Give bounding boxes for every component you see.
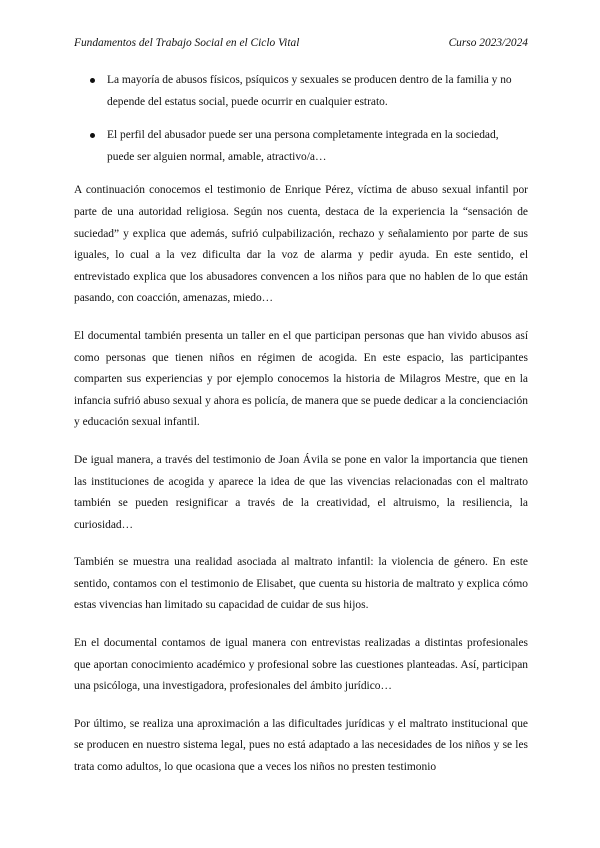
bullet-dot-icon [90, 78, 95, 83]
bullet-text: La mayoría de abusos físicos, psíquicos y sexuales se producen dentro de la familia y no depende del estatus social, puede ocurrir en cualquier estrato. [107, 74, 512, 108]
paragraph-taller: El documental también presenta un taller en el que participan personas que han vivido abusos así como personas que tienen niños en régimen de acogida. En este espacio, las participantes comparten sus experiencias y por ejemplo conocemos la historia de Milagros Mestre, que en la infancia sufrió abuso sexual y ahora es policía, de manera que se puede dedicar a la concienciación y educación sexual infantil. [74, 329, 528, 429]
bullet-list [74, 70, 528, 168]
bullet-item [74, 70, 528, 113]
paragraph-violencia-genero: También se muestra una realidad asociada al maltrato infantil: la violencia de género. En este sentido, contamos con el testimonio de Elisabet, que cuenta su historia de maltrato y explica cómo estas vivencias han limitado su capacidad de cuidar de sus hijos. [74, 556, 528, 612]
header-course-year: Curso 2023/2024 [448, 37, 528, 49]
bullet-text: El perfil del abusador puede ser una persona completamente integrada en la sociedad, puede ser alguien normal, amable, atractivo/a… [107, 129, 499, 163]
paragraph-enrique-perez: A continuación conocemos el testimonio de Enrique Pérez, víctima de abuso sexual infantil por parte de una autoridad religiosa. Según nos cuenta, destaca de la experiencia la “sensación de suciedad” y explica que además, sufrió culpabilización, rechazo y señalamiento por parte de sus iguales, lo cual a la vez dificulta dar la voz de alarma y pedir ayuda. En este sentido, el entrevistado explica que los abusadores convencen a los niños para que no hablen de lo que están pasando, con coacción, amenazas, miedo… [74, 184, 528, 305]
document-body [74, 70, 528, 795]
header-course-title: Fundamentos del Trabajo Social en el Ciclo Vital [74, 37, 300, 49]
paragraph-dificultades-juridicas: Por último, se realiza una aproximación a las dificultades jurídicas y el maltrato institucional que se producen en nuestro sistema legal, pues no está adaptado a las necesidades de los niños y se les trata como adultos, lo que ocasiona que a veces los niños no presten testimonio [74, 717, 528, 774]
bullet-item [74, 125, 528, 168]
paragraph-joan-avila: De igual manera, a través del testimonio de Joan Ávila se pone en valor la importancia que tienen las instituciones de acogida y aparece la idea de que las vivencias relacionadas con el maltrato también se pueden resignificar a través de la creatividad, el altruismo, la resiliencia, la curiosidad… [74, 453, 528, 531]
paragraph-profesionales: En el documental contamos de igual manera con entrevistas realizadas a distintas profesionales que aportan conocimiento académico y profesional sobre las cuestiones planteadas. Así, participan una psicóloga, una investigadora, profesionales del ámbito jurídico… [74, 637, 528, 693]
bullet-dot-icon [90, 133, 95, 138]
